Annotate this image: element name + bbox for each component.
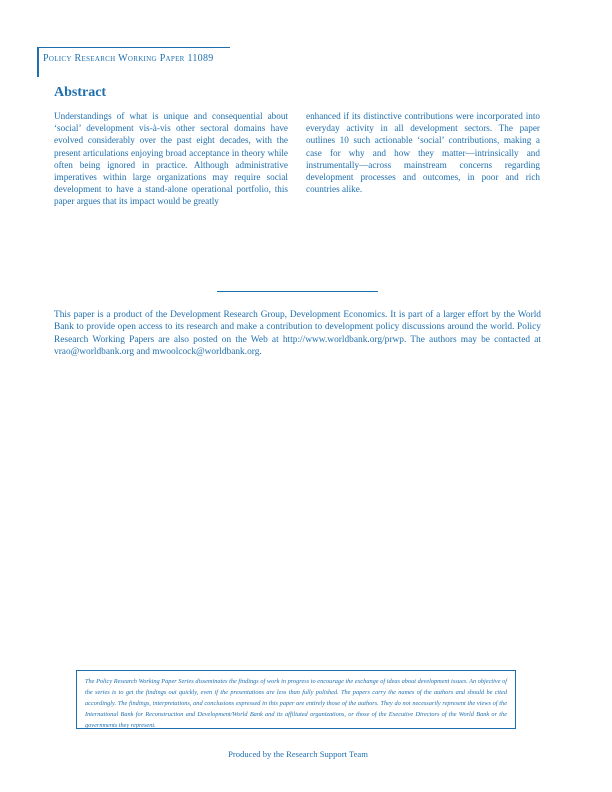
abstract-heading: Abstract <box>54 85 107 100</box>
series-disclaimer-box <box>76 670 516 729</box>
abstract-column-right: enhanced if its distinctive contributions were incorporated into everyday activity in all development sectors. The paper outlines 10 such actionable ‘social’ contributions, making a case for why and how they matter—intrinsically and instrumentally—across mainstream concerns regarding development processes and outcomes, in poor and rich countries alike. <box>306 111 540 195</box>
abstract-column-left: Understandings of what is unique and consequential about ‘social’ development vis-à-vis other sectoral domains have evolved considerably over the past eight decades, with the present articulations enjoying broad acceptance in theory while often being ignored in practice. Although administrative imperatives within large organizations may require social development to have a stand-alone operational portfolio, this paper argues that its impact would be greatly <box>54 111 288 207</box>
header-horizontal-rule <box>37 47 230 48</box>
series-title: Policy Research Working Paper 11089 <box>43 53 214 64</box>
produced-by-footer: Produced by the Research Support Team <box>228 749 368 759</box>
series-disclaimer-text: The Policy Research Working Paper Series disseminates the findings of work in progress to encourage the exchange of ideas about development issues. An objective of the series is to get the findings out quickly, even if the presentations are less than fully polished. The papers carry the names of the authors and should be cited accordingly. The findings, interpretations, and conclusions expressed in this paper are entirely those of the authors. They do not necessarily represent the views of the International Bank for Reconstruction and Development/World Bank and its affiliated organizations, or those of the Executive Directors of the World Bank or the governments they represent. <box>85 678 507 729</box>
section-divider <box>217 291 378 292</box>
header-vertical-rule <box>37 47 39 77</box>
product-note: This paper is a product of the Development Research Group, Development Economics. It is part of a larger effort by the World Bank to provide open access to its research and make a contribution to development policy discussions around the world. Policy Research Working Papers are also posted on the Web at http://www.worldbank.org/prwp. The authors may be contacted at vrao@worldbank.org and mwoolcock@worldbank.org. <box>54 310 541 357</box>
